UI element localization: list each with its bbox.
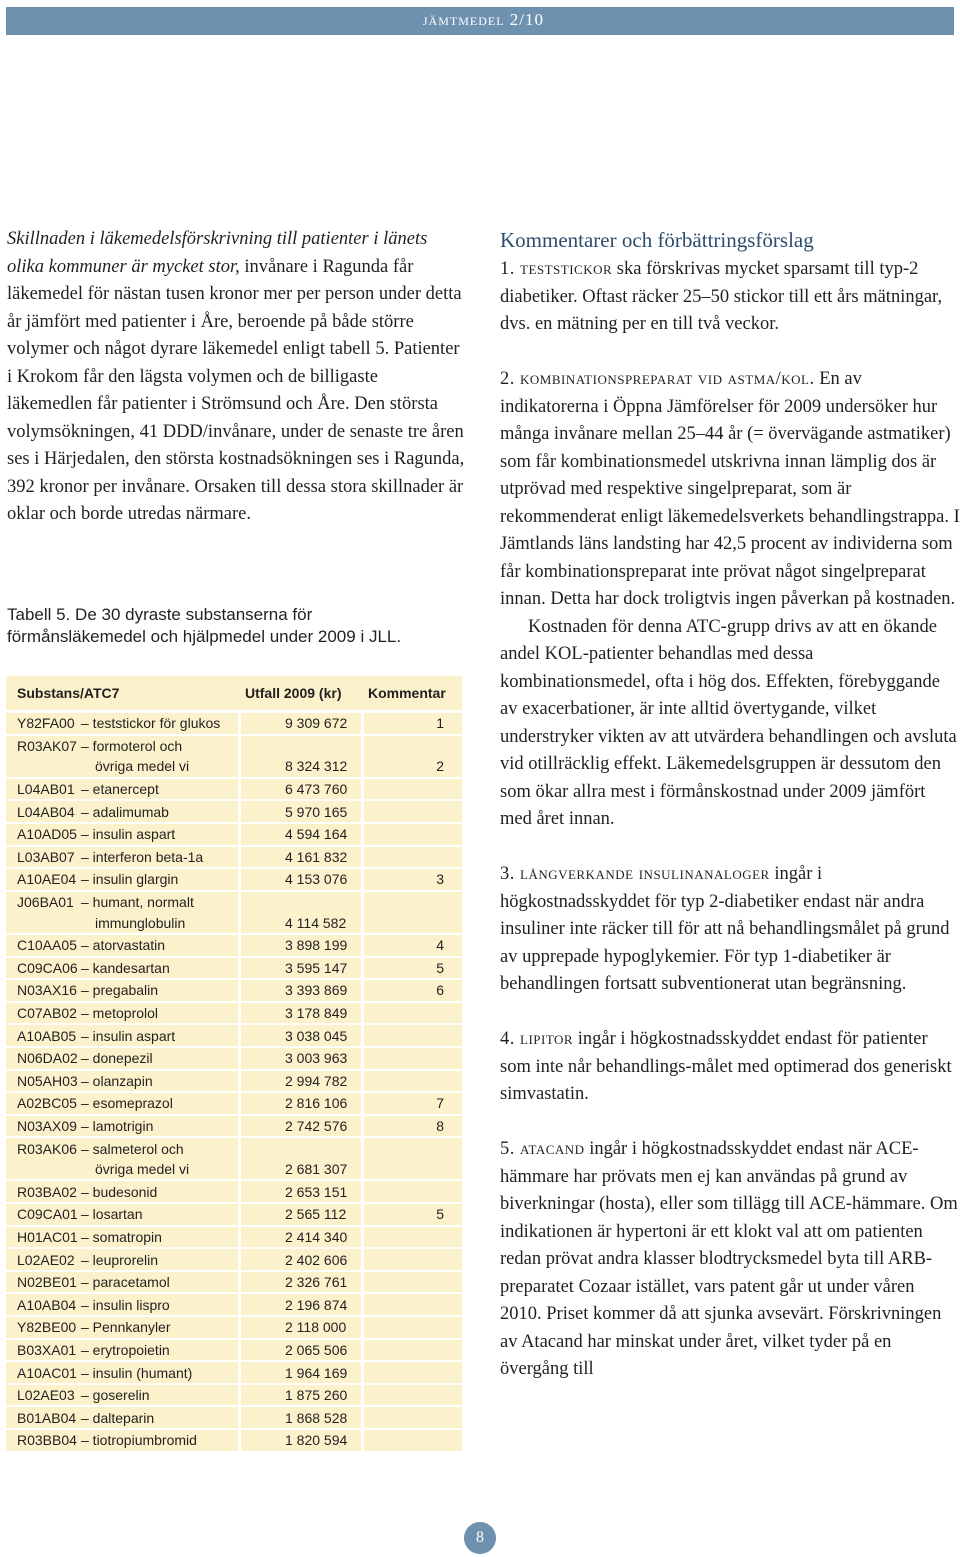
cell-utfall: 8 324 312 [241,756,364,779]
comment-2 [500,366,960,614]
substance-name: – Pennkanyler [81,1319,171,1336]
substance-name: – teststickor för glukos [81,715,221,732]
atc-code: A10AC01 [17,1364,77,1381]
table-row [6,1181,462,1204]
atc-code: C07AB02 [17,1005,77,1022]
cell-substance [6,1407,241,1430]
cell-substance [6,779,241,802]
substance-name: – etanercept [81,781,159,798]
cell-substance [6,1048,241,1071]
cell-substance [6,892,241,913]
comment-3-text: ingår i högkostnadsskyddet för typ 2-diabetiker endast när andra insuliner inte räcker till för att nå behandlingsmålet på grund av upprepade hypoglykemier. För typ 1-diabetiker är behandlingen fortsatt subventionerat utan begränsning. [500,864,950,994]
cell-kommentar [364,1138,462,1159]
header-substans: Substans/ATC7 [6,676,241,713]
comment-1-label: 1. teststickor [500,259,613,279]
substance-name: – insulin (humant) [81,1364,193,1381]
cell-substance [6,1138,241,1159]
table-row [6,1385,462,1408]
cell-substance [6,1204,241,1227]
cell-utfall: 1 964 169 [241,1362,364,1385]
cell-utfall: 5 970 165 [241,801,364,824]
cell-kommentar [364,1340,462,1363]
cell-substance [6,713,241,736]
substance-name: – somatropin [81,1228,162,1245]
cell-utfall: 4 161 832 [241,847,364,870]
cell-utfall: 9 309 672 [241,713,364,736]
substance-name: – atorvastatin [81,937,166,954]
substance-name: – salmeterol och [81,1140,184,1157]
substance-name: – humant, normalt [81,894,194,911]
cell-kommentar [364,1317,462,1340]
cell-kommentar: 3 [364,869,462,892]
atc-code: A10AE04 [17,871,77,888]
cell-utfall [241,892,364,913]
table-row [6,824,462,847]
cell-substance [6,1430,241,1453]
substance-name: – metoprolol [81,1005,159,1022]
lead-rest: invånare i Ragunda får läkemedel för nästan tusen kronor mer per person under detta år jämfört med patienter i Åre, beroende på både större volymer och något dyrare läkemedel enligt tabell 5. Patienter i Krokom får den lägsta volymen och de billigaste läkemedlen får patienter i Strömsund och Åre. Den största volymsökningen, 41 DDD/invånare, under de senaste tre åren ses i Härjedalen, den största kostnadsökningen ses i Ragunda, 392 kronor per invånare. Orsaken till dessa stora skillnader är oklar och borde utredas närmare. [7,256,465,524]
atc-code: L02AE03 [17,1387,75,1404]
cell-kommentar: 7 [364,1093,462,1116]
atc-code: J06BA01 [17,894,74,911]
cell-substance [6,935,241,958]
table-row [6,1093,462,1116]
cell-utfall: 2 994 782 [241,1071,364,1094]
page-number: 8 [464,1522,496,1554]
substance-name: – pregabalin [81,982,159,999]
table-row [6,1317,462,1340]
cell-utfall: 1 868 528 [241,1407,364,1430]
atc-code: B03XA01 [17,1341,77,1358]
cell-kommentar [364,1071,462,1094]
cell-utfall: 2 118 000 [241,1317,364,1340]
cell-substance [6,980,241,1003]
table-row [6,1227,462,1250]
cell-substance [6,958,241,981]
atc-code: C09CA06 [17,959,78,976]
table-row [6,801,462,824]
atc-code: A10AB05 [17,1027,77,1044]
cell-substance [6,912,241,935]
comment-2-text: En av indikatorerna i Öppna Jämförelser för 2009 undersöker hur många invånare mellan 25–44 år (= övervägande astmatiker) som får kombinationsmedel utskrivna innan lämplig dos är utprövad med respektive singelpreparat, som är rekommenderat enligt läkemedelsverkets behandlingstrappa. I Jämtlands läns landsting har 42,5 procent av individerna som får kombinationspreparat inte prövat något singelpreparat innan. Detta har dock troligtvis ingen påverkan på kostnaden. [500,369,960,609]
cell-substance [6,1025,241,1048]
cell-kommentar [364,801,462,824]
substance-name: – olanzapin [81,1072,153,1089]
cell-utfall: 1 820 594 [241,1430,364,1453]
cell-substance [6,1385,241,1408]
right-column [500,226,960,1384]
table-row [6,1159,462,1182]
cell-kommentar [364,1362,462,1385]
cell-utfall: 2 565 112 [241,1204,364,1227]
cell-kommentar: 5 [364,958,462,981]
substance-name: – erytropoietin [81,1341,170,1358]
cell-kommentar [364,1159,462,1182]
cell-kommentar [364,1249,462,1272]
cell-substance [6,1249,241,1272]
atc-code: A10AD05 [17,826,77,843]
cell-utfall: 1 875 260 [241,1385,364,1408]
table-row [6,892,462,913]
cell-substance [6,1003,241,1026]
substance-name: immunglobulin [95,914,186,931]
cell-utfall: 4 594 164 [241,824,364,847]
atc-code: R03BA02 [17,1183,77,1200]
table-row [6,869,462,892]
cell-utfall: 3 595 147 [241,958,364,981]
comment-5-text: ingår i högkostnadsskyddet endast när ACE-hämmare har prövats men ej kan användas på grund av biverkningar (hosta), eller som tillägg till ACE-hämmare. Om indikationen är hypertoni är ett klokt val att om patienten redan prövat andra klasser blodtrycksmedel byta till ARB-preparatet Cozaar istället, vars patent går ut under våren 2010. Priset kommer då att sjunka avsevärt. Förskrivningen av Atacand har minskat under året, vilket tyder på en övergång till [500,1139,958,1379]
table-row [6,912,462,935]
cell-utfall: 2 196 874 [241,1294,364,1317]
atc-code: A10AB04 [17,1296,77,1313]
cell-substance [6,1116,241,1139]
comments-heading: Kommentarer och förbättringsförslag [500,228,814,252]
cell-kommentar [364,736,462,757]
table-row [6,736,462,757]
cell-kommentar [364,1294,462,1317]
cell-utfall [241,736,364,757]
comment-5 [500,1136,960,1384]
table-row [6,779,462,802]
atc-code: H01AC01 [17,1228,78,1245]
cell-utfall: 3 898 199 [241,935,364,958]
cell-substance [6,1294,241,1317]
table-row [6,935,462,958]
atc-code: Y82FA00 [17,715,75,732]
cell-kommentar [364,779,462,802]
substance-name: – losartan [81,1206,143,1223]
substance-name: – donepezil [81,1050,153,1067]
table-row [6,958,462,981]
lead-paragraph [7,226,467,529]
cell-utfall: 4 114 582 [241,912,364,935]
cell-utfall: 2 414 340 [241,1227,364,1250]
comment-4-text: ingår i högkostnadsskyddet endast för patienter som inte når behandlings-målet med optimerad dos generiskt simvastatin. [500,1029,952,1104]
cell-substance [6,1362,241,1385]
substance-name: – tiotropiumbromid [81,1432,197,1449]
cell-substance [6,801,241,824]
cell-utfall: 3 178 849 [241,1003,364,1026]
drug-table [6,676,462,1453]
cell-kommentar [364,912,462,935]
cell-utfall [241,1138,364,1159]
table-row [6,1272,462,1295]
table-caption [7,604,427,648]
cell-utfall: 2 326 761 [241,1272,364,1295]
atc-code: Y82BE00 [17,1319,77,1336]
header-kommentar: Kommentar [364,676,462,713]
substance-name: – kandesartan [81,959,170,976]
table-row [6,1116,462,1139]
cell-kommentar: 4 [364,935,462,958]
table-row [6,1025,462,1048]
cell-kommentar [364,847,462,870]
header-bar [6,7,954,35]
cell-substance [6,1272,241,1295]
atc-code: L04AB01 [17,781,75,798]
substance-name: – leuprorelin [81,1251,159,1268]
atc-code: L02AE02 [17,1251,75,1268]
table-row [6,756,462,779]
cell-utfall: 3 038 045 [241,1025,364,1048]
comment-2-label: 2. kombinationspreparat vid astma/kol. [500,369,815,389]
cell-kommentar [364,1048,462,1071]
cell-substance [6,1181,241,1204]
cell-substance [6,847,241,870]
cell-kommentar [364,1385,462,1408]
cell-kommentar [364,1430,462,1453]
atc-code: R03BB04 [17,1432,77,1449]
table-row [6,1249,462,1272]
substance-name: – esomeprazol [81,1095,173,1112]
substance-name: – formoterol och [81,737,183,754]
cell-kommentar [364,1407,462,1430]
atc-code: C09CA01 [17,1206,78,1223]
comment-5-label: 5. atacand [500,1139,585,1159]
substance-name: – lamotrigin [81,1117,154,1134]
comment-3 [500,861,960,999]
atc-code: L03AB07 [17,848,75,865]
cell-utfall: 3 393 869 [241,980,364,1003]
substance-name: övriga medel vi [95,758,190,775]
cell-substance [6,1093,241,1116]
cell-substance [6,824,241,847]
comment-4 [500,1026,960,1109]
header-title: jämtmedel 2/10 [422,10,544,29]
cell-utfall: 3 003 963 [241,1048,364,1071]
comment-2b: Kostnaden för denna ATC-grupp drivs av att en ökande andel KOL-patienter behandlas med dessa kombinationsmedel, ofta i hög dos. Effekten, förebyggande av exacerbationer, är inte alltid övertygande, vilket understryker vikten av att utvärdera behandlingen och avsluta vid otillräcklig effekt. Läkemedelsgruppen är dessutom den som ökar allra mest i förmånskostnad under 2009 jämfört med året innan. [500,616,957,829]
left-column [7,226,467,529]
cell-kommentar [364,1025,462,1048]
atc-code: N02BE01 [17,1274,77,1291]
atc-code: B01AB04 [17,1409,77,1426]
atc-code: L04AB04 [17,803,75,820]
comment-1-text: ska förskrivas mycket sparsamt till typ-2 diabetiker. Oftast räcker 25–50 stickor till ett års mätningar, dvs. en mätning per en till två veckor. [500,259,943,334]
cell-utfall: 4 153 076 [241,869,364,892]
atc-code: C10AA05 [17,937,77,954]
substance-name: – budesonid [81,1183,158,1200]
substance-name: – dalteparin [81,1409,155,1426]
cell-substance [6,1227,241,1250]
cell-kommentar: 5 [364,1204,462,1227]
table-row [6,1362,462,1385]
table-row [6,980,462,1003]
cell-substance [6,756,241,779]
cell-kommentar: 6 [364,980,462,1003]
atc-code: A02BC05 [17,1095,77,1112]
atc-code: N03AX16 [17,982,77,999]
table-header-row [6,676,462,713]
substance-name: – insulin lispro [81,1296,170,1313]
atc-code: N05AH03 [17,1072,78,1089]
substance-name: – insulin aspart [81,1027,176,1044]
cell-kommentar: 2 [364,756,462,779]
comment-3-label: 3. långverkande insulinanaloger [500,864,770,884]
comment-4-label: 4. lipitor [500,1029,574,1049]
cell-utfall: 2 816 106 [241,1093,364,1116]
substance-name: övriga medel vi [95,1161,190,1178]
cell-kommentar [364,1272,462,1295]
table-row [6,1340,462,1363]
cell-utfall: 6 473 760 [241,779,364,802]
atc-code: R03AK06 [17,1140,77,1157]
table-body [6,713,462,1453]
atc-code: N03AX09 [17,1117,77,1134]
lead-italic: Skillnaden i läkemedelsförskrivning till patienter i länets olika kommuner är mycket stor, [7,229,428,277]
cell-substance [6,1159,241,1182]
cell-substance [6,1340,241,1363]
cell-substance [6,736,241,757]
table-row [6,1071,462,1094]
cell-substance [6,869,241,892]
cell-kommentar [364,1181,462,1204]
cell-kommentar [364,1003,462,1026]
cell-kommentar: 1 [364,713,462,736]
table-row [6,1294,462,1317]
substance-name: – paracetamol [81,1274,170,1291]
cell-kommentar: 8 [364,1116,462,1139]
caption-text: De 30 dyraste substanserna för förmånsläkemedel och hjälpmedel under 2009 i JLL. [7,605,402,646]
substance-name: – adalimumab [81,803,169,820]
table-row [6,713,462,736]
substance-name: – insulin aspart [81,826,176,843]
comment-1 [500,256,960,339]
cell-utfall: 2 681 307 [241,1159,364,1182]
table-row [6,847,462,870]
cell-kommentar [364,824,462,847]
cell-utfall: 2 065 506 [241,1340,364,1363]
substance-name: – insulin glargin [81,871,179,888]
table-row [6,1048,462,1071]
table-row [6,1138,462,1159]
table-row [6,1204,462,1227]
substance-name: – goserelin [81,1387,150,1404]
atc-code: R03AK07 [17,737,77,754]
cell-kommentar [364,892,462,913]
table-row [6,1430,462,1453]
cell-utfall: 2 653 151 [241,1181,364,1204]
header-utfall: Utfall 2009 (kr) [241,676,364,713]
table-row [6,1003,462,1026]
cell-kommentar [364,1227,462,1250]
cell-utfall: 2 742 576 [241,1116,364,1139]
table-row [6,1407,462,1430]
caption-number: Tabell 5. [7,605,71,624]
substance-name: – interferon beta-1a [81,848,204,865]
cell-substance [6,1317,241,1340]
cell-utfall: 2 402 606 [241,1249,364,1272]
cell-substance [6,1071,241,1094]
atc-code: N06DA02 [17,1050,78,1067]
